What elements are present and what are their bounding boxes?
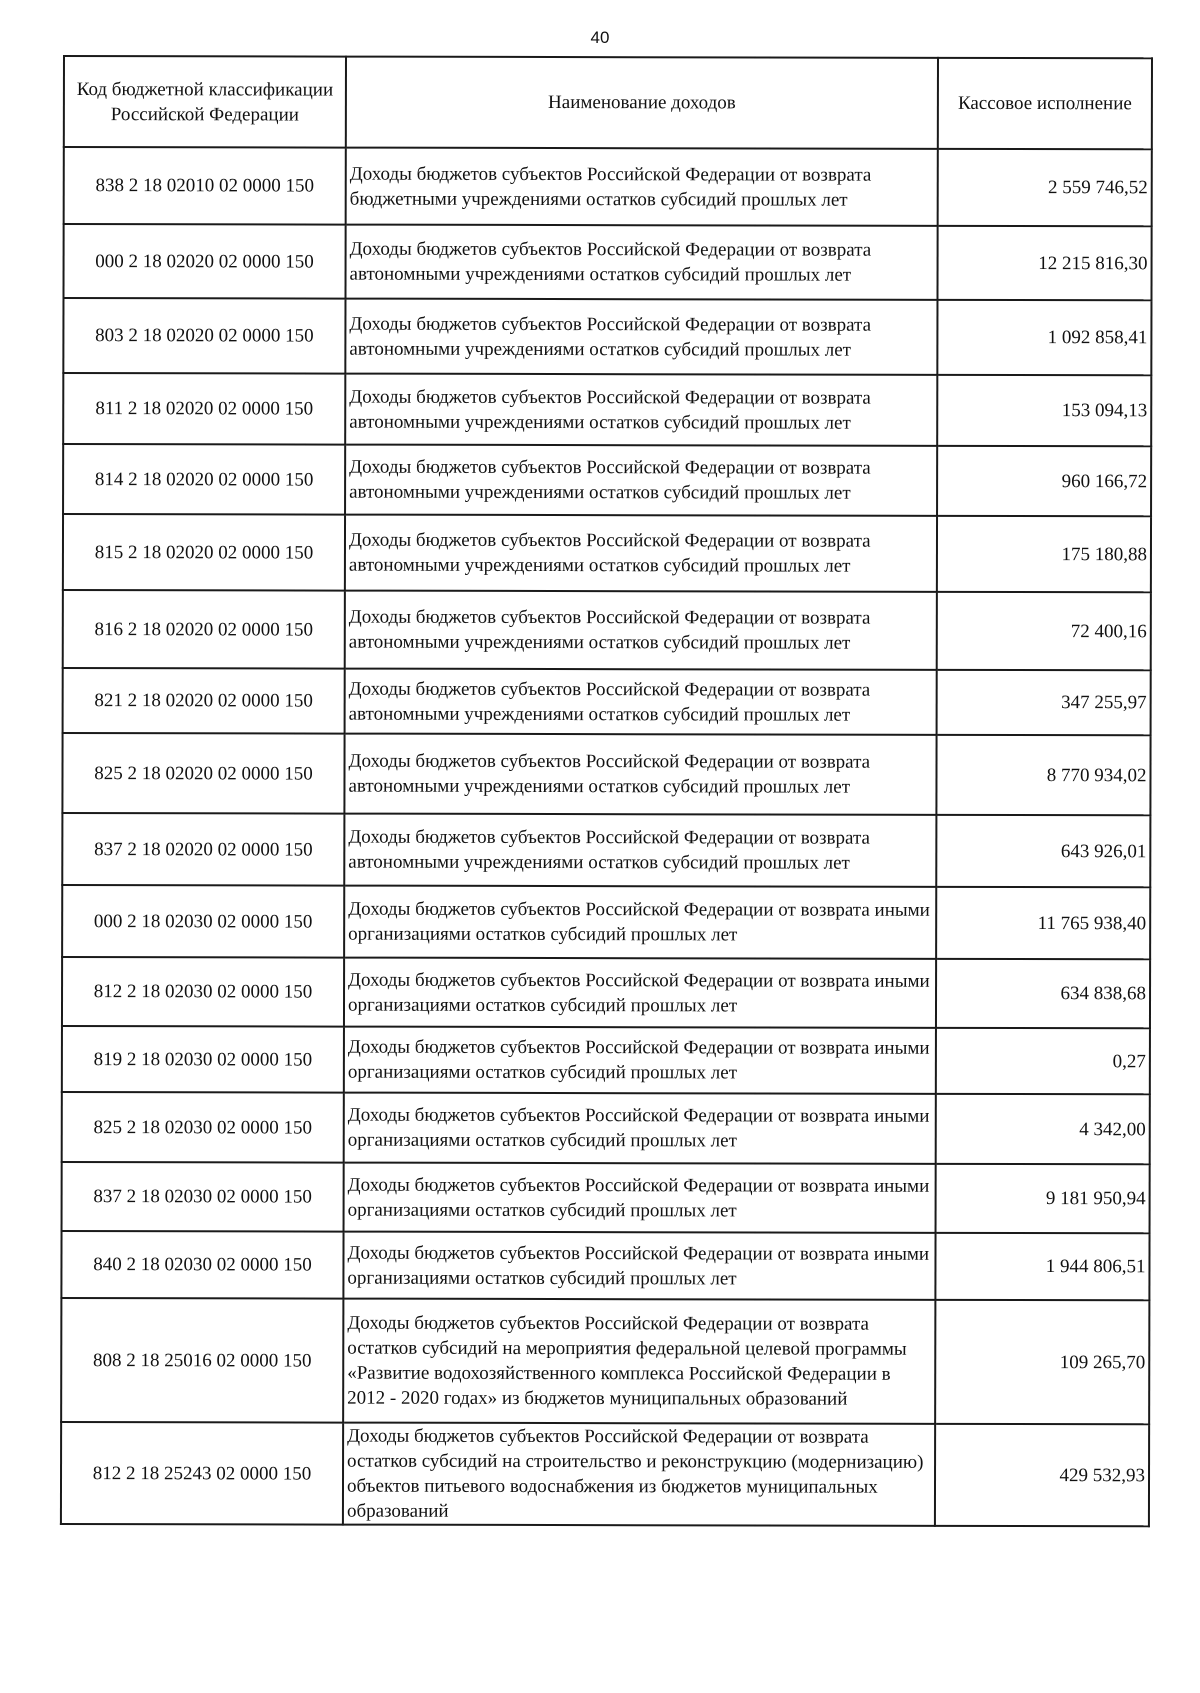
row-amount: 2 559 746,52 bbox=[938, 149, 1152, 226]
row-code: 838 2 18 02010 02 0000 150 bbox=[64, 147, 346, 225]
row-name: Доходы бюджетов субъектов Российской Федерации от возврата бюджетными учреждениями остатков субсидий прошлых лет bbox=[346, 148, 938, 226]
row-code: 811 2 18 02020 02 0000 150 bbox=[63, 373, 345, 445]
row-code: 814 2 18 02020 02 0000 150 bbox=[63, 444, 345, 515]
table-row bbox=[62, 1162, 1150, 1233]
row-code: 812 2 18 25243 02 0000 150 bbox=[61, 1422, 343, 1525]
table-row bbox=[63, 373, 1151, 446]
row-amount: 4 342,00 bbox=[936, 1094, 1150, 1164]
row-name: Доходы бюджетов субъектов Российской Федерации от возврата иными организациями остатков субсидий прошлых лет bbox=[344, 958, 936, 1028]
table-header bbox=[64, 56, 1152, 149]
row-amount: 8 770 934,02 bbox=[936, 735, 1150, 815]
row-code: 837 2 18 02020 02 0000 150 bbox=[62, 813, 344, 886]
table-row bbox=[63, 514, 1151, 592]
table-row bbox=[63, 590, 1151, 670]
page-number: 40 bbox=[590, 28, 610, 47]
row-name: Доходы бюджетов субъектов Российской Федерации от возврата автономными учреждениями остатков субсидий прошлых лет bbox=[345, 445, 937, 516]
table-row bbox=[62, 813, 1150, 887]
table-row bbox=[62, 733, 1150, 815]
table-row bbox=[61, 1422, 1149, 1526]
row-name: Доходы бюджетов субъектов Российской Федерации от возврата иными организациями остатков субсидий прошлых лет bbox=[344, 1093, 936, 1164]
table-row bbox=[61, 1231, 1149, 1300]
row-name: Доходы бюджетов субъектов Российской Федерации от возврата автономными учреждениями остатков субсидий прошлых лет bbox=[345, 299, 937, 375]
row-amount: 11 765 938,40 bbox=[936, 887, 1150, 959]
table-row bbox=[63, 668, 1151, 735]
row-amount: 634 838,68 bbox=[936, 959, 1150, 1028]
row-name: Доходы бюджетов субъектов Российской Федерации от возврата автономными учреждениями остатков субсидий прошлых лет bbox=[345, 591, 937, 670]
row-amount: 347 255,97 bbox=[937, 670, 1151, 735]
table-row bbox=[63, 298, 1151, 375]
row-amount: 9 181 950,94 bbox=[936, 1164, 1150, 1233]
row-amount: 960 166,72 bbox=[937, 446, 1151, 516]
header-amount: Кассовое исполнение bbox=[938, 58, 1152, 149]
table-body bbox=[61, 147, 1152, 1526]
row-code: 825 2 18 02020 02 0000 150 bbox=[62, 733, 344, 814]
row-amount: 12 215 816,30 bbox=[937, 226, 1151, 300]
row-code: 808 2 18 25016 02 0000 150 bbox=[61, 1298, 343, 1423]
row-amount: 153 094,13 bbox=[937, 375, 1151, 446]
row-code: 819 2 18 02030 02 0000 150 bbox=[62, 1026, 344, 1093]
row-amount: 429 532,93 bbox=[935, 1424, 1149, 1526]
row-code: 816 2 18 02020 02 0000 150 bbox=[63, 590, 345, 669]
row-name: Доходы бюджетов субъектов Российской Федерации от возврата автономными учреждениями остатков субсидий прошлых лет bbox=[345, 669, 937, 735]
table-row bbox=[62, 957, 1150, 1028]
row-code: 825 2 18 02030 02 0000 150 bbox=[62, 1092, 344, 1163]
row-name: Доходы бюджетов субъектов Российской Федерации от возврата автономными учреждениями остатков субсидий прошлых лет bbox=[345, 225, 937, 300]
row-amount: 109 265,70 bbox=[935, 1300, 1149, 1424]
row-name: Доходы бюджетов субъектов Российской Федерации от возврата остатков субсидий на мероприятия федеральной целевой программы «Развитие водохозяйственного комплекса Российской Федерации в 2012 - 2020 годах» из бюджетов муниципальных образований bbox=[343, 1299, 935, 1424]
row-code: 840 2 18 02030 02 0000 150 bbox=[61, 1231, 343, 1299]
row-name: Доходы бюджетов субъектов Российской Федерации от возврата иными организациями остатков субсидий прошлых лет bbox=[344, 1027, 936, 1094]
table-row bbox=[64, 147, 1152, 226]
table-row bbox=[62, 1092, 1150, 1164]
header-row bbox=[64, 56, 1152, 149]
row-code: 837 2 18 02030 02 0000 150 bbox=[62, 1162, 344, 1232]
row-code: 000 2 18 02020 02 0000 150 bbox=[63, 224, 345, 299]
row-name: Доходы бюджетов субъектов Российской Федерации от возврата остатков субсидий на строительство и реконструкцию (модернизацию) объектов питьевого водоснабжения из бюджетов муниципальных образований bbox=[343, 1423, 935, 1526]
row-code: 803 2 18 02020 02 0000 150 bbox=[63, 298, 345, 374]
row-code: 000 2 18 02030 02 0000 150 bbox=[62, 885, 344, 958]
row-code: 821 2 18 02020 02 0000 150 bbox=[63, 668, 345, 734]
table-row bbox=[62, 885, 1150, 959]
header-name: Наименование доходов bbox=[346, 57, 938, 149]
row-amount: 0,27 bbox=[936, 1028, 1150, 1094]
table-row bbox=[62, 1026, 1150, 1094]
row-amount: 643 926,01 bbox=[936, 815, 1150, 887]
table-row bbox=[63, 444, 1151, 516]
row-name: Доходы бюджетов субъектов Российской Федерации от возврата автономными учреждениями остатков субсидий прошлых лет bbox=[345, 515, 937, 592]
row-name: Доходы бюджетов субъектов Российской Федерации от возврата иными организациями остатков субсидий прошлых лет bbox=[344, 886, 936, 959]
row-amount: 72 400,16 bbox=[937, 592, 1151, 670]
header-code: Код бюджетной классификации Российской Федерации bbox=[64, 56, 346, 148]
row-name: Доходы бюджетов субъектов Российской Федерации от возврата автономными учреждениями остатков субсидий прошлых лет bbox=[344, 734, 936, 815]
table-row bbox=[61, 1298, 1149, 1424]
row-amount: 1 944 806,51 bbox=[935, 1233, 1149, 1300]
table-row bbox=[63, 224, 1151, 300]
row-code: 812 2 18 02030 02 0000 150 bbox=[62, 957, 344, 1027]
row-name: Доходы бюджетов субъектов Российской Федерации от возврата автономными учреждениями остатков субсидий прошлых лет bbox=[344, 814, 936, 887]
row-code: 815 2 18 02020 02 0000 150 bbox=[63, 514, 345, 591]
revenue-table bbox=[60, 55, 1153, 1527]
row-name: Доходы бюджетов субъектов Российской Федерации от возврата иными организациями остатков субсидий прошлых лет bbox=[343, 1232, 935, 1300]
row-name: Доходы бюджетов субъектов Российской Федерации от возврата иными организациями остатков субсидий прошлых лет bbox=[344, 1163, 936, 1233]
row-name: Доходы бюджетов субъектов Российской Федерации от возврата автономными учреждениями остатков субсидий прошлых лет bbox=[345, 374, 937, 446]
row-amount: 1 092 858,41 bbox=[937, 300, 1151, 375]
row-amount: 175 180,88 bbox=[937, 516, 1151, 592]
